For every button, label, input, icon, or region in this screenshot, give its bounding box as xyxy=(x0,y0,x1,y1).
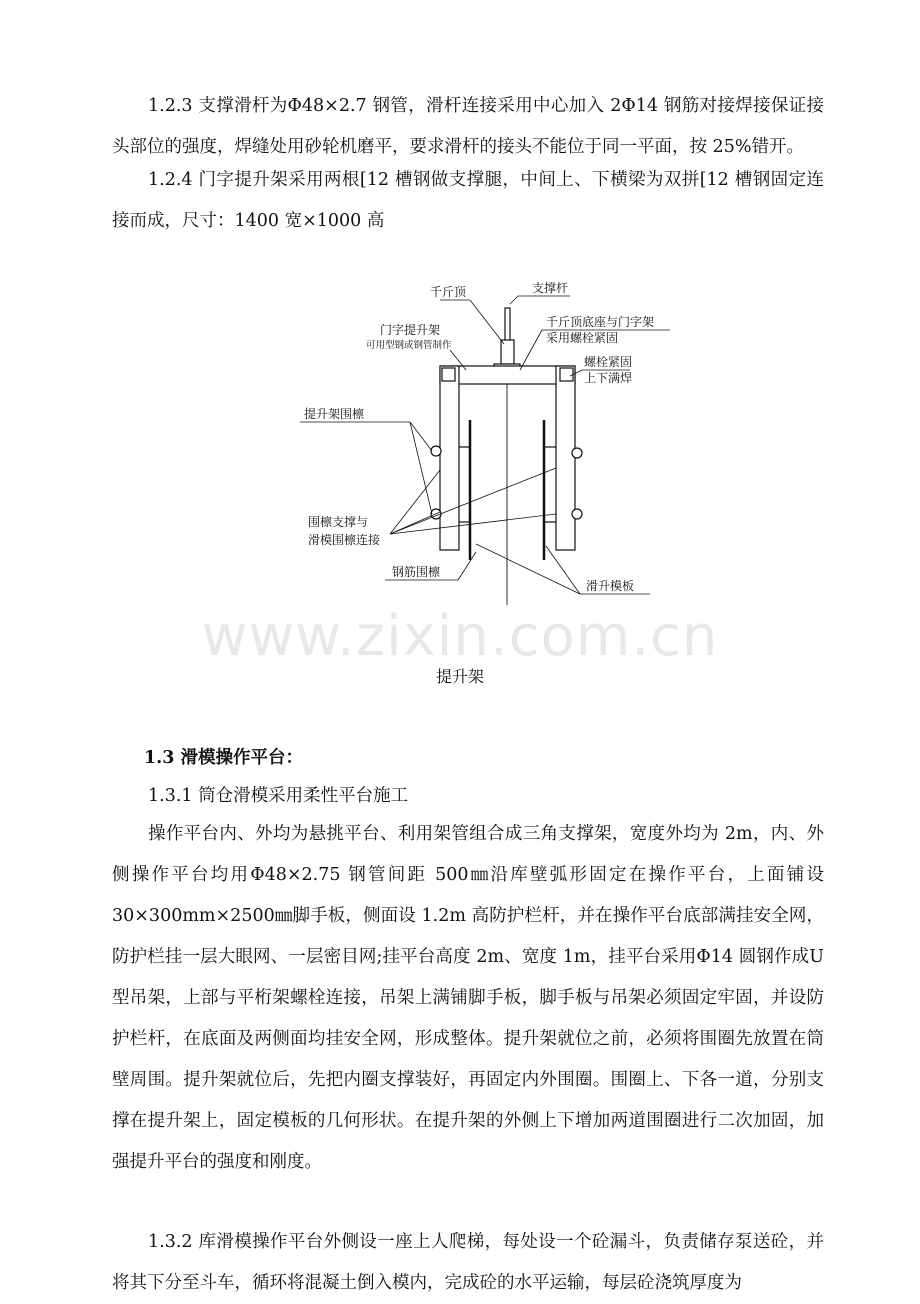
paragraph-platform: 操作平台内、外均为悬挑平台、利用架管组合成三角支撑架，宽度外均为 2m，内、外侧操作平台均用Φ48×2.75 钢管间距 500㎜沿库壁弧形固定在操作平台，上面铺设 30×300mm×2500㎜脚手板，侧面设 1.2m 高防护栏杆，并在操作平台底部满挂安全网，防护栏挂一层大眼网、一层密目网;挂平台高度 2m、宽度 1m，挂平台采用Φ14 圆钢作成U型吊架，上部与平桁架螺栓连接，吊架上满铺脚手板，脚手板与吊架必须固定牢固，并设防护栏杆，在底面及两侧面均挂安全网，形成整体。提升架就位之前，必须将围圈先放置在筒壁周围。提升架就位后，先把内圈支撑装好，再固定内外围圈。围圈上、下各一道，分别支撑在提升架上，固定模板的几何形状。在提升架的外侧上下增加两道围圈进行二次加固，加强提升平台的强度和刚度。 xyxy=(112,824,824,1172)
watermark: www.zixin.com.cn xyxy=(201,604,719,669)
label-frame: 门字提升架 xyxy=(380,323,441,337)
right-lower-purlin xyxy=(572,509,582,519)
label-jack: 千斤顶 xyxy=(430,285,467,299)
label-jack-base-2: 采用螺栓紧固 xyxy=(546,331,619,345)
label-purlin-support-1: 围檩支撑与 xyxy=(308,515,369,529)
label-frame-note: 可用型钢或钢管制作 xyxy=(366,340,452,351)
jack xyxy=(501,340,514,364)
paragraph-1-3-2: 1.3.2 库滑模操作平台外侧设一座上人爬梯，每处设一个砼漏斗，负责储存泵送砼，并将其下分至斗车，循环将混凝土倒入模内，完成砼的水平运输，每层砼浇筑厚度为 xyxy=(112,1232,824,1293)
label-slip-form: 滑升模板 xyxy=(586,579,635,593)
label-support-rod: 支撑杆 xyxy=(532,281,569,295)
label-bolt-2: 上下满焊 xyxy=(584,371,633,385)
top-beam xyxy=(440,366,575,384)
paragraph-1-2-4: 1.2.4 门字提升架采用两根[12 槽钢做支撑腿，中间上、下横梁为双拼[12 槽钢固定连接而成，尺寸：1400 宽×1000 高 xyxy=(112,170,824,231)
left-leg xyxy=(440,366,459,550)
label-rebar-purlin: 钢筋围檩 xyxy=(392,565,441,579)
paragraph-1-2-3: 1.2.3 支撑滑杆为Φ48×2.7 钢管，滑杆连接采用中心加入 2Φ14 钢筋对接焊接保证接头部位的强度，焊缝处用砂轮机磨平，要求滑杆的接头不能位于同一平面，按 25%错开。 xyxy=(112,96,824,157)
diagram-caption: 提升架 xyxy=(435,667,484,686)
label-jack-base-1: 千斤顶底座与门字架 xyxy=(546,315,655,329)
label-purlin: 提升架围檩 xyxy=(304,407,365,421)
right-leg xyxy=(556,366,575,550)
paragraph-1-3-1: 1.3.1 筒仓滑模采用柔性平台施工 xyxy=(148,786,409,806)
section-heading-1-3: 1.3 滑模操作平台： xyxy=(144,748,304,768)
right-upper-purlin xyxy=(572,448,582,458)
label-bolt-1: 螺栓紧固 xyxy=(584,355,633,369)
label-purlin-support-2: 滑模围檩连接 xyxy=(308,533,381,547)
left-upper-purlin xyxy=(431,446,441,456)
lifting-frame-diagram xyxy=(280,270,680,610)
